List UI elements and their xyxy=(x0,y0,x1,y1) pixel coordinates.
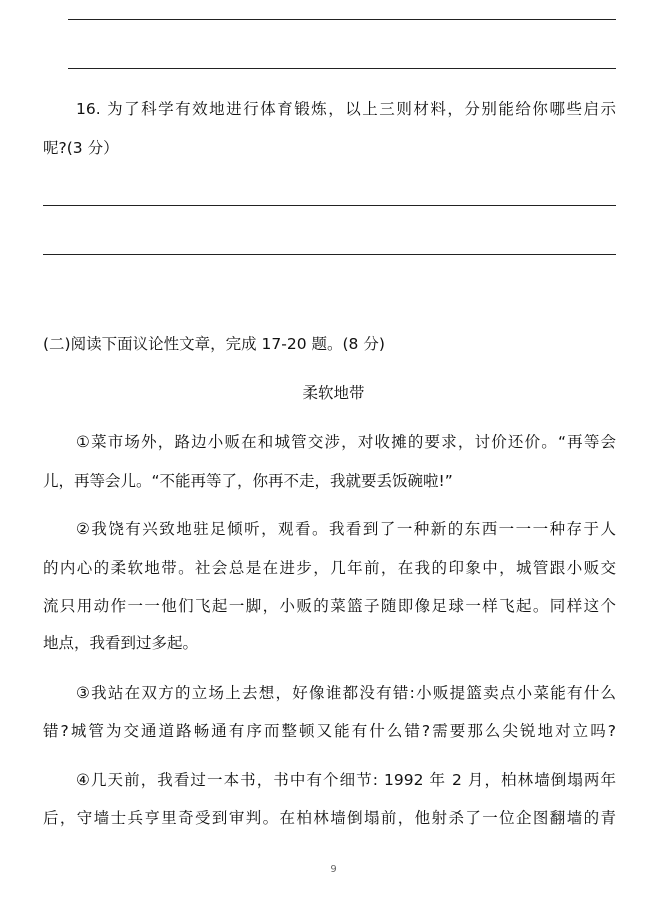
answer-line xyxy=(68,19,616,20)
paragraph-line: ③我站在双方的立场上去想，好像谁都没有错:小贩提篮卖点小菜能有什么 xyxy=(76,684,616,702)
paragraph-line: 错?城管为交通道路畅通有序而整顿又能有什么错?需要那么尖锐地对立吗? xyxy=(43,722,616,740)
paragraph-line: ④几天前，我看过一本书，书中有个细节: 1992 年 2 月，柏林墙倒塌两年 xyxy=(76,771,616,789)
paragraph-line: 的内心的柔软地带。社会总是在进步，几年前，在我的印象中，城管跟小贩交 xyxy=(43,559,616,577)
question-16-line: 16. 为了科学有效地进行体育锻炼，以上三则材料，分别能给你哪些启示 xyxy=(76,100,616,118)
question-16-line: 呢?(3 分） xyxy=(43,139,119,157)
answer-line xyxy=(43,205,616,206)
answer-line xyxy=(68,68,616,69)
paragraph-line: 儿，再等会儿。“不能再等了，你再不走，我就要丢饭碗啦!” xyxy=(43,472,453,490)
section-instruction: (二)阅读下面议论性文章，完成 17-20 题。(8 分) xyxy=(43,335,385,353)
page-number: 9 xyxy=(330,864,337,875)
paragraph-line: 流只用动作一一他们飞起一脚，小贩的菜篮子随即像足球一样飞起。同样这个 xyxy=(43,597,616,615)
paragraph-line: 后，守墙士兵亨里奇受到审判。在柏林墙倒塌前，他射杀了一位企图翻墙的青 xyxy=(43,809,616,827)
article-title: 柔软地带 xyxy=(302,384,365,402)
paragraph-line: 地点，我看到过多起。 xyxy=(43,634,199,652)
paragraph-line: ①菜市场外，路边小贩在和城管交涉，对收摊的要求，讨价还价。“再等会 xyxy=(76,433,616,451)
paragraph-line: ②我饶有兴致地驻足倾听，观看。我看到了一种新的东西一一一种存于人 xyxy=(76,520,616,538)
answer-line xyxy=(43,254,616,255)
